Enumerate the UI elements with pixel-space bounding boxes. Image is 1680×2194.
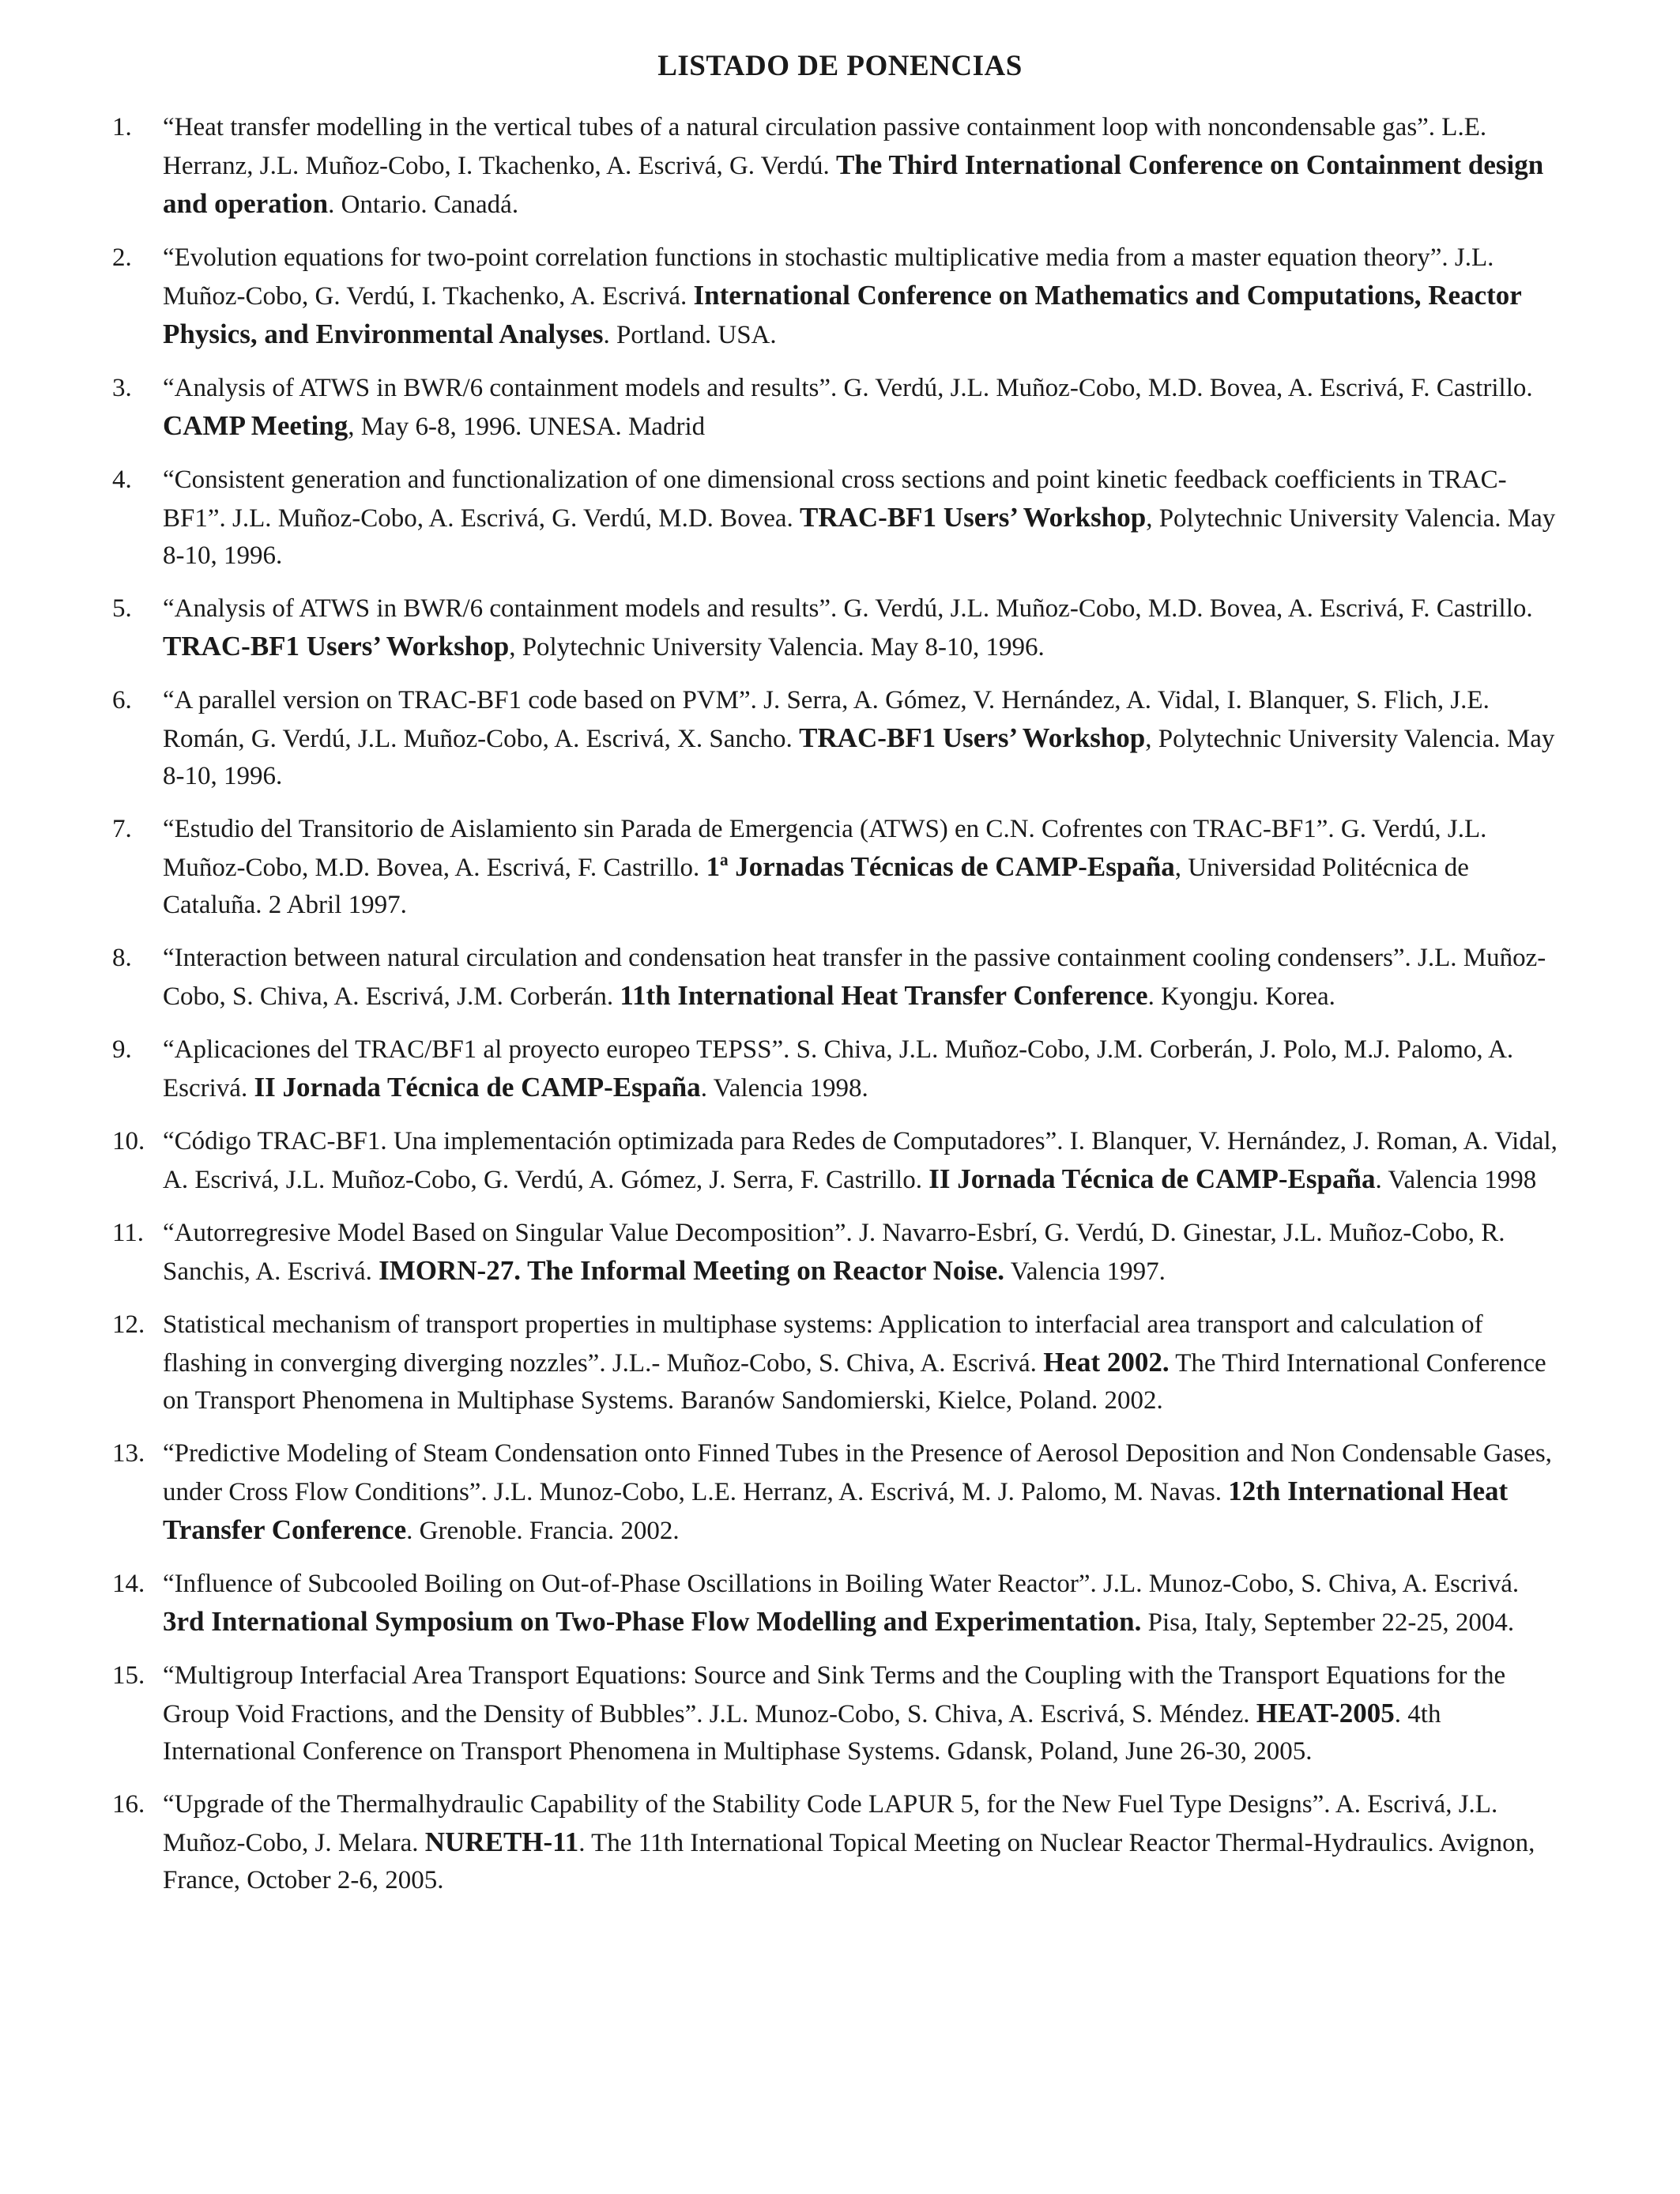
list-item: [112, 109, 1566, 224]
item-number: 1.: [112, 113, 132, 141]
item-venue: 3rd International Symposium on Two-Phase Flow Modelling and Experimentation.: [163, 1606, 1142, 1637]
list-item: [112, 1657, 1566, 1770]
item-details: , May 6-8, 1996. UNESA. Madrid: [348, 413, 706, 441]
item-details: The Third International Conference on Transport Phenomena in Multiphase Systems. Baranów Sandomierski, Kielce, Poland. 2002.: [163, 1349, 1546, 1415]
list-item: [112, 1566, 1566, 1642]
item-number: 9.: [112, 1035, 132, 1064]
item-venue: The Third International Conference on Containment design and operation: [163, 149, 1544, 219]
item-details: . Ontario. Canadá.: [328, 190, 519, 219]
item-number: 7.: [112, 815, 132, 843]
item-venue: Heat 2002.: [1043, 1347, 1170, 1378]
list-item: [112, 682, 1566, 795]
item-citation: “Evolution equations for two-point correlation functions in stochastic multiplicative media from a master equation theory”. J.L. Muñoz-Cobo, G. Verdú, I. Tkachenko, A. Escrivá.: [163, 243, 1494, 311]
item-venue: NURETH-11: [424, 1826, 579, 1857]
list-item: [112, 1306, 1566, 1419]
list-item: [112, 811, 1566, 924]
item-citation: “Predictive Modeling of Steam Condensation onto Finned Tubes in the Presence of Aerosol Deposition and Non Condensable Gases, under Cross Flow Conditions”. J.L. Munoz-Cobo, L.E. Herranz, A. Escrivá, M. J. Palomo, M. Navas.: [163, 1439, 1552, 1506]
item-venue: TRAC-BF1 Users’ Workshop: [800, 502, 1147, 533]
item-venue: II Jornada Técnica de CAMP-España: [929, 1163, 1376, 1194]
item-details: Valencia 1997.: [1004, 1257, 1166, 1286]
item-venue: IMORN-27. The Informal Meeting on Reactor Noise.: [379, 1255, 1005, 1286]
item-venue: 1ª Jornadas Técnicas de CAMP-España: [706, 851, 1175, 882]
list-item: [112, 590, 1566, 666]
list-item: [112, 462, 1566, 575]
item-citation: “Upgrade of the Thermalhydraulic Capability of the Stability Code LAPUR 5, for the New Fuel Type Designs”. A. Escrivá, J.L. Muñoz-Cobo, J. Melara.: [163, 1790, 1498, 1857]
list-item: [112, 1786, 1566, 1899]
item-venue: 11th International Heat Transfer Conference: [620, 980, 1148, 1011]
item-details: . 4th International Conference on Transport Phenomena in Multiphase Systems. Gdansk, Poland, June 26-30, 2005.: [163, 1700, 1441, 1766]
item-citation: “Consistent generation and functionalization of one dimensional cross sections and point kinetic feedback coefficients in TRAC-BF1”. J.L. Muñoz-Cobo, A. Escrivá, G. Verdú, M.D. Bovea.: [163, 466, 1507, 533]
item-citation: “Autorregresive Model Based on Singular Value Decomposition”. J. Navarro-Esbrí, G. Verdú, D. Ginestar, J.L. Muñoz-Cobo, R. Sanchis, A. Escrivá.: [163, 1219, 1505, 1286]
item-citation: “Influence of Subcooled Boiling on Out-of-Phase Oscillations in Boiling Water Reactor”. J.L. Munoz-Cobo, S. Chiva, A. Escrivá.: [163, 1570, 1520, 1598]
list-item: [112, 940, 1566, 1016]
item-number: 11.: [112, 1219, 145, 1247]
publication-list: [112, 109, 1566, 1915]
item-details: , Polytechnic University Valencia. May 8-10, 1996.: [163, 504, 1556, 570]
item-number: 14.: [112, 1570, 145, 1598]
page-title: LISTADO DE PONENCIAS: [657, 50, 1023, 82]
item-number: 13.: [112, 1439, 145, 1468]
list-item: [112, 370, 1566, 446]
item-details: . Valencia 1998: [1375, 1166, 1537, 1194]
item-citation: “A parallel version on TRAC-BF1 code based on PVM”. J. Serra, A. Gómez, V. Hernández, A. Vidal, I. Blanquer, S. Flich, J.E. Román, G. Verdú, J.L. Muñoz-Cobo, A. Escrivá, X. Sancho.: [163, 686, 1490, 753]
list-item: [112, 1031, 1566, 1107]
item-number: 15.: [112, 1661, 145, 1690]
item-details: , Universidad Politécnica de Cataluña. 2 Abril 1997.: [163, 854, 1469, 919]
item-venue: 12th International Heat Transfer Conference: [163, 1476, 1509, 1545]
item-number: 8.: [112, 944, 132, 972]
item-citation: Statistical mechanism of transport properties in multiphase systems: Application to interfacial area transport and calculation of flashing in converging diverging nozzles”. J.L.- Muñoz-Cobo, S. Chiva, A. Escrivá.: [163, 1310, 1483, 1378]
item-number: 12.: [112, 1310, 145, 1339]
list-item: [112, 1435, 1566, 1550]
item-details: Pisa, Italy, September 22-25, 2004.: [1141, 1608, 1515, 1637]
item-citation: “Heat transfer modelling in the vertical tubes of a natural circulation passive containment loop with noncondensable gas”. L.E. Herranz, J.L. Muñoz-Cobo, I. Tkachenko, A. Escrivá, G. Verdú.: [163, 113, 1487, 180]
item-details: , Polytechnic University Valencia. May 8-10, 1996.: [163, 725, 1555, 790]
item-citation: “Interaction between natural circulation and condensation heat transfer in the passive containment cooling condensers”. J.L. Muñoz-Cobo, S. Chiva, A. Escrivá, J.M. Corberán.: [163, 944, 1546, 1011]
item-venue: TRAC-BF1 Users’ Workshop: [163, 631, 510, 662]
item-citation: “Analysis of ATWS in BWR/6 containment models and results”. G. Verdú, J.L. Muñoz-Cobo, M.D. Bovea, A. Escrivá, F. Castrillo.: [163, 594, 1533, 623]
item-number: 5.: [112, 594, 132, 623]
item-number: 3.: [112, 374, 132, 402]
list-item: [112, 239, 1566, 354]
item-number: 2.: [112, 243, 132, 272]
item-details: . Kyongju. Korea.: [1147, 982, 1335, 1011]
list-item: [112, 1123, 1566, 1199]
item-venue: II Jornada Técnica de CAMP-España: [254, 1072, 701, 1103]
item-number: 16.: [112, 1790, 145, 1819]
item-details: . The 11th International Topical Meeting on Nuclear Reactor Thermal-Hydraulics. Avignon, France, October 2-6, 2005.: [163, 1829, 1535, 1894]
item-details: , Polytechnic University Valencia. May 8-10, 1996.: [509, 633, 1045, 662]
item-venue: HEAT-2005: [1256, 1698, 1395, 1728]
item-number: 10.: [112, 1127, 145, 1155]
item-venue: CAMP Meeting: [163, 410, 348, 441]
item-number: 6.: [112, 686, 132, 714]
item-details: . Grenoble. Francia. 2002.: [406, 1517, 680, 1545]
list-item: [112, 1215, 1566, 1291]
item-details: . Portland. USA.: [603, 321, 777, 349]
item-citation: “Estudio del Transitorio de Aislamiento sin Parada de Emergencia (ATWS) en C.N. Cofrentes con TRAC-BF1”. G. Verdú, J.L. Muñoz-Cobo, M.D. Bovea, A. Escrivá, F. Castrillo.: [163, 815, 1487, 882]
item-venue: TRAC-BF1 Users’ Workshop: [799, 722, 1146, 753]
item-citation: “Multigroup Interfacial Area Transport Equations: Source and Sink Terms and the Coupling with the Transport Equations for the Group Void Fractions, and the Density of Bubbles”. J.L. Munoz-Cobo, S. Chiva, A. Escrivá, S. Méndez.: [163, 1661, 1506, 1728]
item-venue: International Conference on Mathematics and Computations, Reactor Physics, and Environmental Analyses: [163, 280, 1522, 349]
item-citation: “Analysis of ATWS in BWR/6 containment models and results”. G. Verdú, J.L. Muñoz-Cobo, M.D. Bovea, A. Escrivá, F. Castrillo.: [163, 374, 1533, 402]
item-citation: “Código TRAC-BF1. Una implementación optimizada para Redes de Computadores”. I. Blanquer, V. Hernández, J. Roman, A. Vidal, A. Escrivá, J.L. Muñoz-Cobo, G. Verdú, A. Gómez, J. Serra, F. Castrillo.: [163, 1127, 1558, 1194]
item-details: . Valencia 1998.: [700, 1074, 868, 1103]
item-citation: “Aplicaciones del TRAC/BF1 al proyecto europeo TEPSS”. S. Chiva, J.L. Muñoz-Cobo, J.M. Corberán, J. Polo, M.J. Palomo, A. Escrivá.: [163, 1035, 1514, 1103]
item-number: 4.: [112, 466, 132, 494]
